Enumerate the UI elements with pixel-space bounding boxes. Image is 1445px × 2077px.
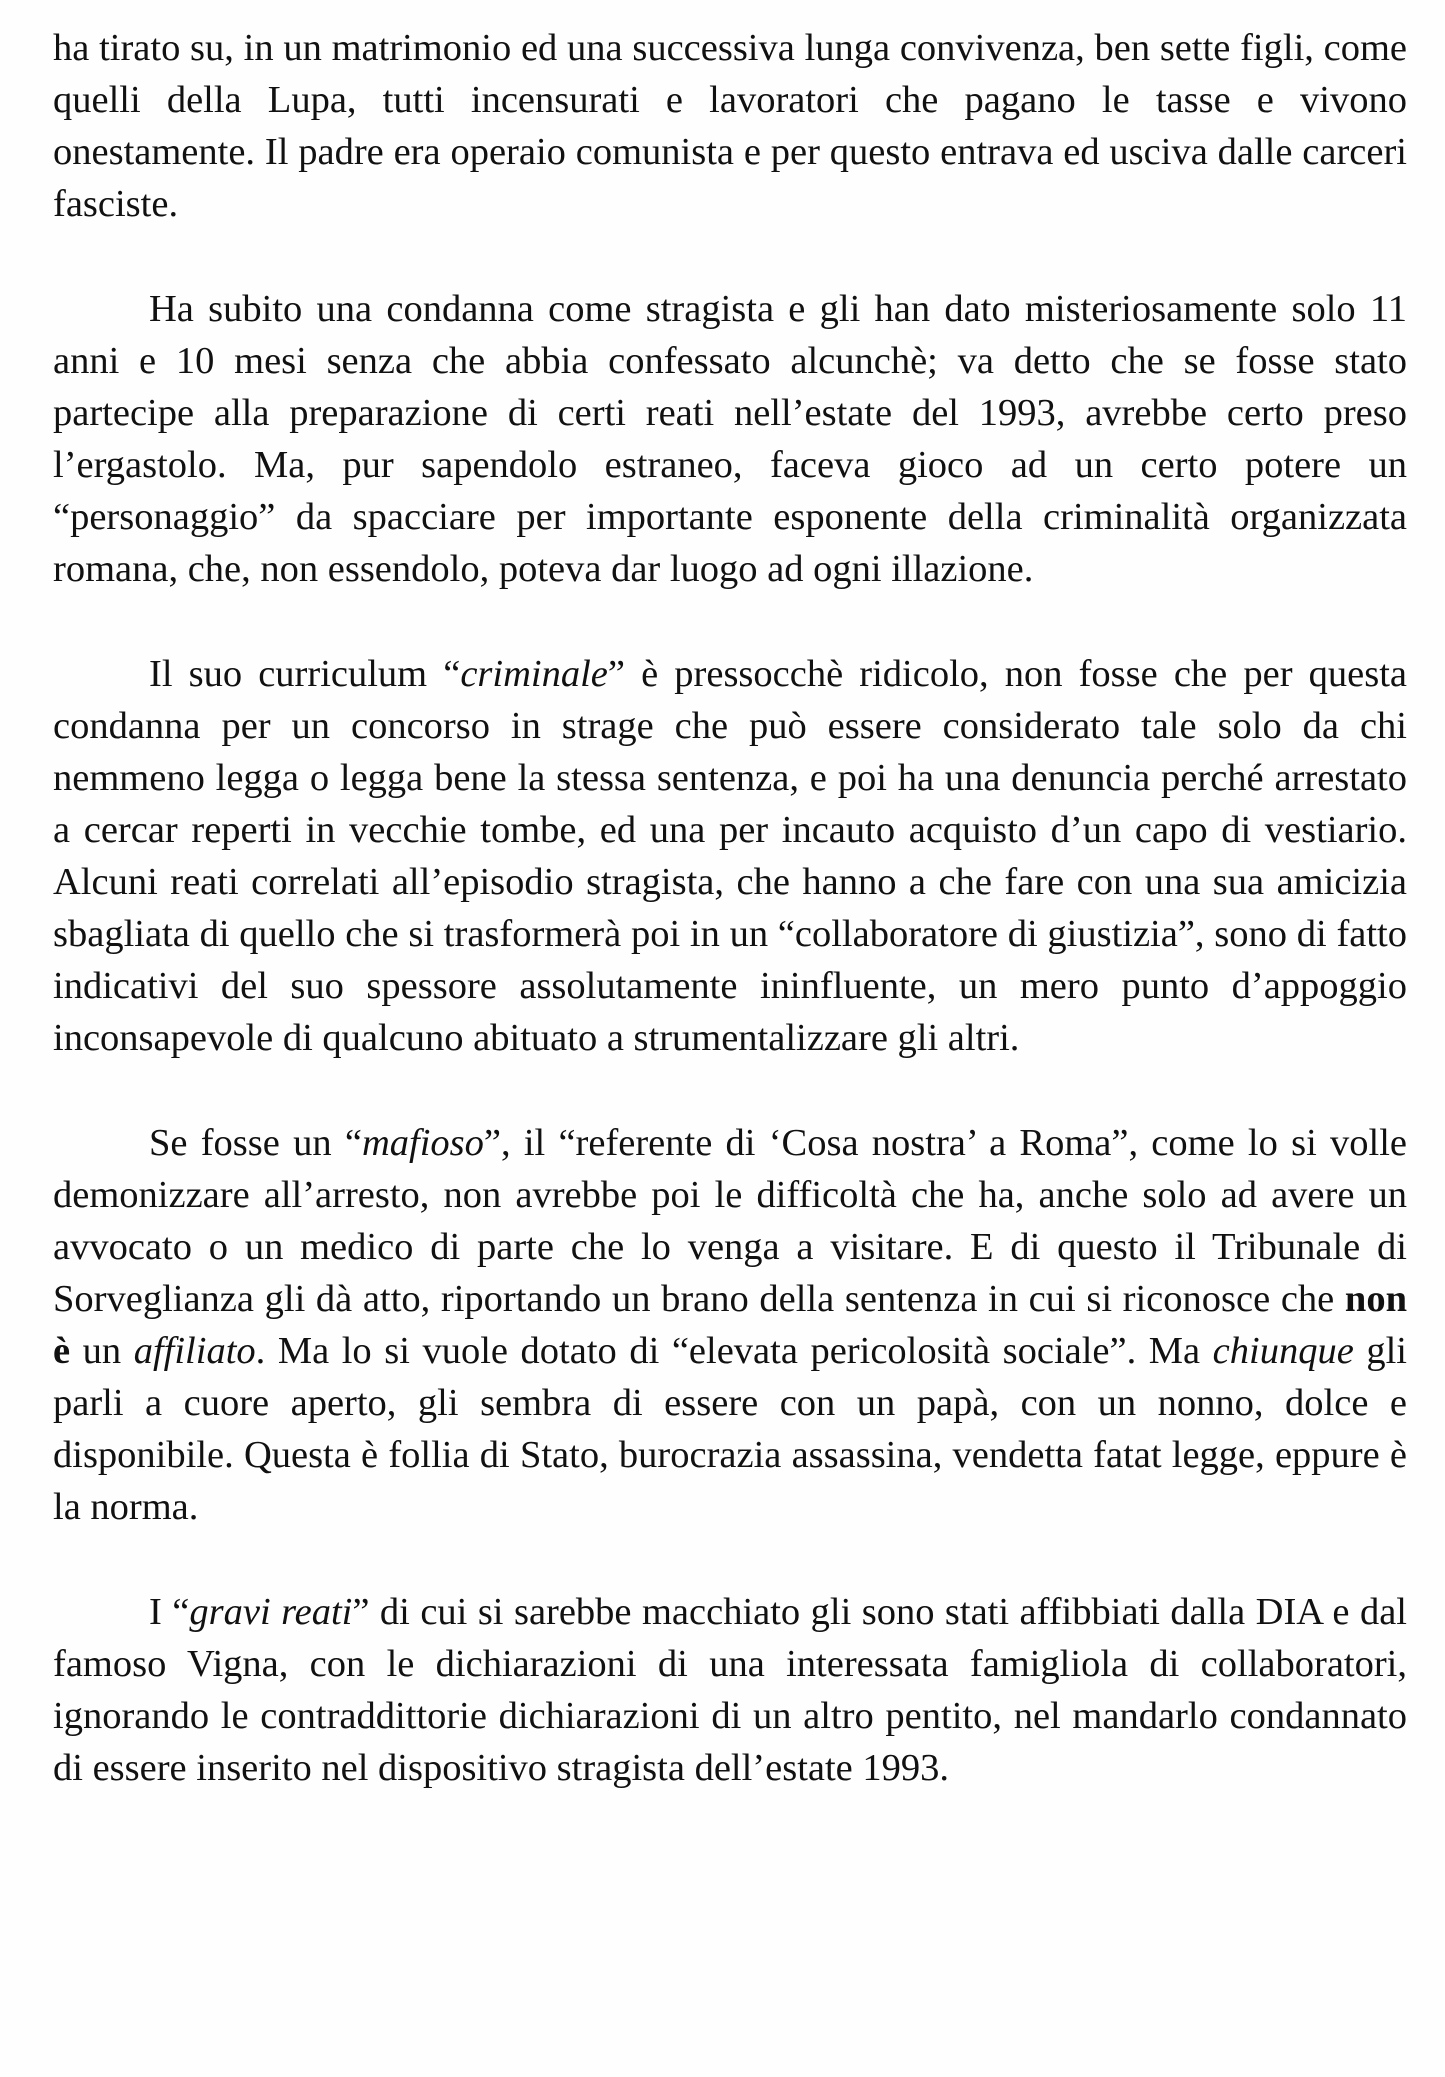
- text-segment: un: [70, 1330, 134, 1372]
- text-segment: ”, il “referente di ‘Cosa nostra’ a Roma”, come lo si volle demonizzare all’arresto, non avrebbe poi le difficoltà che ha, anche solo ad avere un avvocato o un medico di parte che lo venga a visitare. E di questo il Tribunale di Sorveglianza gli dà atto, riportando un brano della sentenza in cui si riconosce che: [53, 1122, 1407, 1320]
- text-segment: . Ma lo si vuole dotato di “elevata pericolosità sociale”. Ma: [255, 1330, 1213, 1372]
- italic-text: chiunque: [1212, 1330, 1354, 1372]
- text-segment: Ha subito una condanna come stragista e gli han dato misteriosamente solo 11 anni e 10 mesi senza che abbia confessato alcunchè; va detto che se fosse stato partecipe alla preparazione di certi reati nell’estate del 1993, avrebbe certo preso l’ergastolo. Ma, pur sapendolo estraneo, faceva gioco ad un certo potere un “personaggio” da spacciare per importante esponente della criminalità organizzata romana, che, non essendolo, poteva dar luogo ad ogni illazione.: [53, 288, 1407, 590]
- text-segment: Se fosse un “: [149, 1122, 362, 1164]
- paragraph: [53, 1586, 1407, 1794]
- italic-text: mafioso: [361, 1122, 484, 1164]
- text-segment: ” di cui si sarebbe macchiato gli sono stati affibbiati dalla DIA e dal famoso Vigna, con le dichiarazioni di una interessata famigliola di collaboratori, ignorando le contraddittorie dichiarazioni di un altro pentito, nel mandarlo condannato di essere inserito nel dispositivo stragista dell’estate 1993.: [53, 1591, 1407, 1789]
- text-segment: Il suo curriculum “: [149, 653, 461, 695]
- paragraph: [53, 22, 1407, 230]
- text-segment: ” è pressocchè ridicolo, non fosse che per questa condanna per un concorso in strage che può essere considerato tale solo da chi nemmeno legga o legga bene la stessa sentenza, e poi ha una denuncia perché arrestato a cercar reperti in vecchie tombe, ed una per incauto acquisto d’un capo di vestiario. Alcuni reati correlati all’episodio stragista, che hanno a che fare con una sua amicizia sbagliata di quello che si trasformerà poi in un “collaboratore di giustizia”, sono di fatto indicativi del suo spessore assolutamente ininfluente, un mero punto d’appoggio inconsapevole di qualcuno abituato a strumentalizzare gli altri.: [53, 653, 1407, 1059]
- paragraph: [53, 1117, 1407, 1533]
- text-segment: gli parli a cuore aperto, gli sembra di essere con un papà, con un nonno, dolce e disponibile. Questa è follia di Stato, burocrazia assassina, vendetta fatat legge, eppure è la norma.: [53, 1330, 1407, 1528]
- paragraph: [53, 283, 1407, 595]
- italic-text: gravi reati: [189, 1591, 353, 1633]
- paragraph: [53, 648, 1407, 1064]
- italic-text: criminale: [460, 653, 608, 695]
- body-text: [53, 22, 1407, 1847]
- bold-text: non è: [53, 1278, 1407, 1372]
- text-segment: I “: [149, 1591, 190, 1633]
- italic-text: affiliato: [133, 1330, 256, 1372]
- text-segment: ha tirato su, in un matrimonio ed una successiva lunga convivenza, ben sette figli, come quelli della Lupa, tutti incensurati e lavoratori che pagano le tasse e vivono onestamente. Il padre era operaio comunista e per questo entrava ed usciva dalle carceri fasciste.: [53, 27, 1407, 225]
